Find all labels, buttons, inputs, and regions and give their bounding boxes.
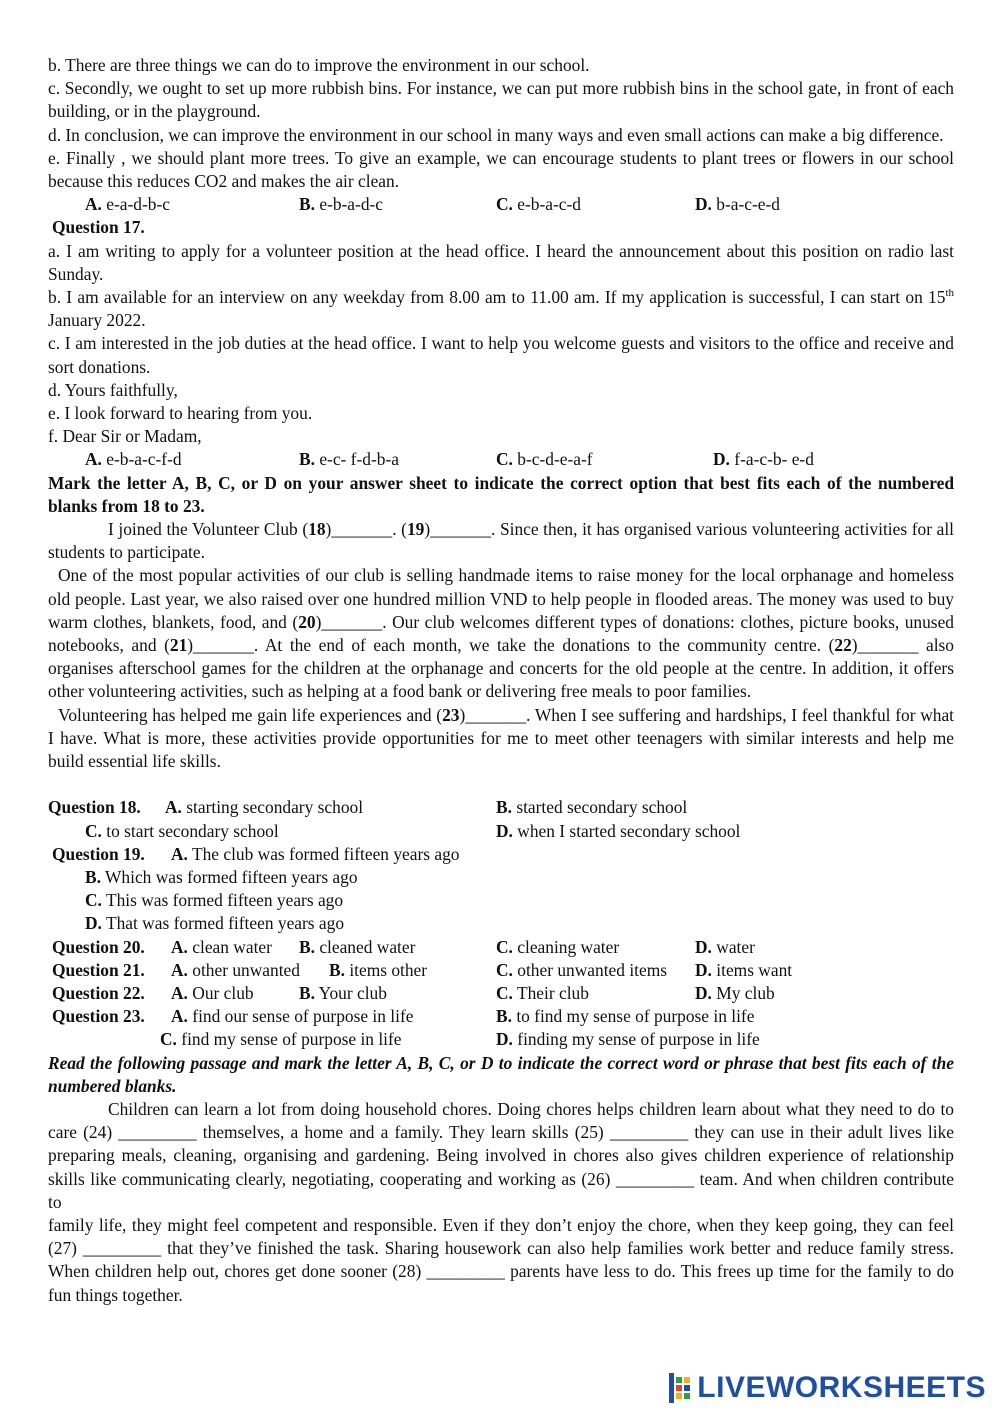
q18-label: Question 18.: [48, 797, 141, 818]
q21-option-b[interactable]: B. items other: [329, 959, 428, 980]
q23-row-1: [48, 1005, 954, 1028]
q17-line-d: d. Yours faithfully,: [48, 379, 178, 400]
q17-option-c[interactable]: C. b-c-d-e-a-f: [496, 449, 593, 470]
q18-row-1: [48, 796, 954, 819]
q16-option-c[interactable]: C. e-b-a-c-d: [496, 194, 581, 215]
q16-line-c: c. Secondly, we ought to set up more rubbish bins. For instance, we can put more rubbish bins in the school gate, in front of each building, or in the playground.: [48, 78, 954, 122]
liveworksheets-wordmark: LIVEWORKSHEETS: [697, 1371, 986, 1405]
q20-label: Question 20.: [52, 936, 145, 957]
q16-option-b[interactable]: B. e-b-a-d-c: [299, 194, 384, 215]
q16-line-e: e. Finally , we should plant more trees. To give an example, we can encourage students to plant trees or flowers in our school because this reduces CO2 and makes the air clean.: [48, 147, 954, 192]
q19-row-4: [48, 912, 954, 935]
q16-line-b: b. There are three things we can do to improve the environment in our school.: [48, 55, 590, 75]
spacer: [48, 773, 954, 796]
q18-option-b[interactable]: B. started secondary school: [496, 797, 688, 818]
q18-row-2: [48, 820, 954, 843]
liveworksheets-watermark: [669, 1368, 986, 1408]
q23-option-d[interactable]: D. finding my sense of purpose in life: [496, 1029, 760, 1050]
q17-option-b[interactable]: B. e-c- f-d-b-a: [299, 449, 399, 470]
cloze1-paragraph-2: One of the most popular activities of our club is selling handmade items to raise money for the local orphanage and homeless old people. Last year, we also raised over one hundred million VND to help people in flooded areas. The money was used to buy warm clothes, blankets, food, and (20)_______. Our club welcomes different types of donations: clothes, picture books, unused notebooks, and (21)_______. At the end of each month, we take the donations to the community centre. (22)_______ also organises afterschool games for the children at the orphanage and concerts for the old people at the centre. In addition, it offers other volunteering activities, such as helping at a food bank or delivering free meals to poor families.: [48, 565, 955, 702]
q22-option-d[interactable]: D. My club: [695, 982, 775, 1003]
questions-18-23: [48, 796, 954, 1051]
q17-line-a: a. I am writing to apply for a volunteer position at the head office. I heard the announcement about this position on radio last Sunday.: [48, 240, 954, 284]
q17-line-c: c. I am interested in the job duties at the head office. I want to help you welcome guests and visitors to the office and receive and sort donations.: [48, 333, 954, 377]
cloze2-paragraph-2: family life, they might feel competent and responsible. Even if they don’t enjoy the chore, when they keep going, they can feel (27) _________ that they’ve finished the task. Sharing housework can also help families work better and reduce family stress. When children help out, chores get done sooner (28) _________ parents have less to do. This frees up time for the family to do fun things together.: [48, 1214, 954, 1305]
q20-option-b[interactable]: B. cleaned water: [299, 936, 416, 957]
q20-option-a[interactable]: A. clean water: [171, 936, 272, 957]
q17-options: [48, 448, 954, 471]
q17-heading: Question 17.: [52, 217, 145, 238]
q16-options: [48, 193, 954, 216]
q19-row-3: [48, 889, 954, 912]
liveworksheets-logo-icon: [669, 1373, 693, 1403]
q17-option-d[interactable]: D. f-a-c-b- e-d: [713, 449, 814, 470]
q19-label: Question 19.: [52, 843, 145, 864]
cloze2-paragraph-1: Children can learn a lot from doing household chores. Doing chores helps children learn about what they need to do to care (24) _________ themselves, a home and a family. They learn skills (25) _________ they can use in their adult lives like preparing meals, cleaning, organising and gardening. Being involved in chores also gives children experience of relationship skills like communicating clearly, negotiating, cooperating and working as (26) _________ team. And when children contribute to: [48, 1098, 954, 1212]
q16-option-a[interactable]: A. e-a-d-b-c: [85, 194, 170, 215]
q20-row: [48, 936, 954, 959]
cloze1-paragraph-3: Volunteering has helped me gain life experiences and (23)_______. When I see suffering and hardships, I feel thankful for what I have. What is more, these activities provide opportunities for me to meet other teenagers with similar interests and help me build essential life skills.: [48, 704, 954, 772]
q21-option-a[interactable]: A. other unwanted: [171, 959, 300, 980]
cloze1-instruction: Mark the letter A, B, C, or D on your answer sheet to indicate the correct option that best fits each of the numbered blanks from 18 to 23.: [48, 472, 954, 516]
q19-option-c[interactable]: C. This was formed fifteen years ago: [85, 890, 344, 911]
q19-option-a[interactable]: A. The club was formed fifteen years ago: [171, 843, 460, 864]
q22-option-c[interactable]: C. Their club: [496, 982, 589, 1003]
cloze1-paragraph-1: I joined the Volunteer Club (18)_______. (19)_______. Since then, it has organised various volunteering activities for all students to participate.: [48, 519, 954, 563]
q17-option-a[interactable]: A. e-b-a-c-f-d: [85, 449, 182, 470]
cloze-18-23-block: [48, 472, 954, 774]
q18-option-c[interactable]: C. to start secondary school: [85, 820, 279, 841]
q22-option-a[interactable]: A. Our club: [171, 982, 254, 1003]
q21-option-d[interactable]: D. items want: [695, 959, 793, 980]
q23-row-2: [48, 1028, 954, 1051]
q21-option-c[interactable]: C. other unwanted items: [496, 959, 667, 980]
q21-row: [48, 959, 954, 982]
q19-option-d[interactable]: D. That was formed fifteen years ago: [85, 913, 345, 934]
q23-option-a[interactable]: A. find our sense of purpose in life: [171, 1006, 414, 1027]
q17-line-b: b. I am available for an interview on any weekday from 8.00 am to 11.00 am. If my application is successful, I can start on 15th January 2022.: [48, 287, 954, 331]
q22-row: [48, 982, 954, 1005]
q21-label: Question 21.: [52, 959, 145, 980]
question-17-block: [48, 216, 954, 471]
q23-option-b[interactable]: B. to find my sense of purpose in life: [496, 1006, 755, 1027]
q19-row-1: [48, 843, 954, 866]
q17-line-f: f. Dear Sir or Madam,: [48, 426, 202, 447]
question-16-block: [48, 54, 954, 216]
q22-label: Question 22.: [52, 982, 145, 1003]
cloze2-instruction: Read the following passage and mark the letter A, B, C, or D to indicate the correct word or phrase that best fits each of the numbered blanks.: [48, 1052, 954, 1096]
q20-option-c[interactable]: C. cleaning water: [496, 936, 620, 957]
q17-line-e: e. I look forward to hearing from you.: [48, 403, 313, 424]
q23-label: Question 23.: [52, 1006, 145, 1027]
q16-line-d: d. In conclusion, we can improve the environment in our school in many ways and even small actions can make a big difference.: [48, 124, 944, 145]
q16-option-d[interactable]: D. b-a-c-e-d: [695, 194, 780, 215]
q19-option-b[interactable]: B. Which was formed fifteen years ago: [85, 867, 358, 888]
q18-option-d[interactable]: D. when I started secondary school: [496, 820, 741, 841]
q20-option-d[interactable]: D. water: [695, 936, 755, 957]
q18-option-a[interactable]: A. starting secondary school: [165, 797, 364, 818]
q19-row-2: [48, 866, 954, 889]
q22-option-b[interactable]: B. Your club: [299, 982, 387, 1003]
worksheet-content: [48, 54, 954, 1307]
q23-option-c[interactable]: C. find my sense of purpose in life: [160, 1029, 402, 1050]
cloze-24-28-block: [48, 1052, 954, 1307]
